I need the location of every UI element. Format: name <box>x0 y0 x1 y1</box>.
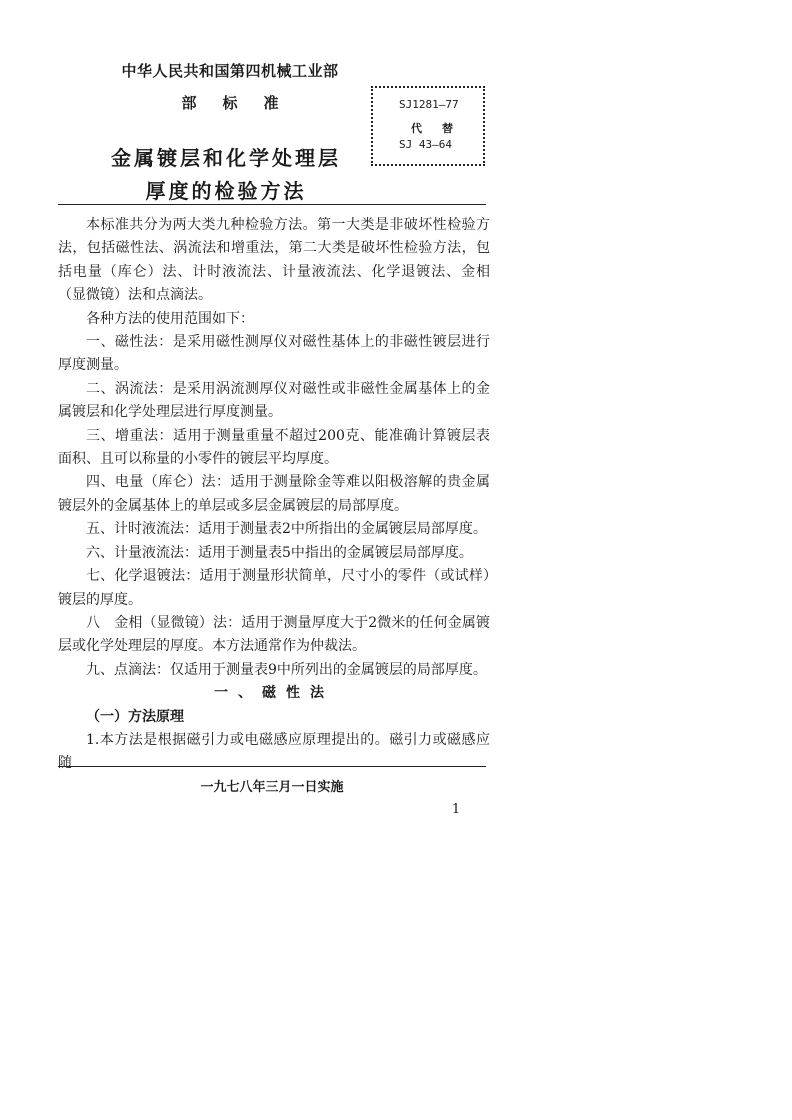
method-item: 二、涡流法：是采用涡流测厚仪对磁性或非磁性金属基体上的金属镀层和化学处理层进行厚度测量。 <box>58 380 490 421</box>
document-body <box>58 214 490 776</box>
header-divider <box>58 204 486 205</box>
method-item: 七、化学退镀法：适用于测量形状简单，尺寸小的零件（或试样）镀层的厚度。 <box>58 568 490 608</box>
method-item: 三、增重法：适用于测量重量不超过200克、能准确计算镀层表面积、且可以称量的小零件的镀层平均厚度。 <box>58 427 490 468</box>
method-item: 九、点滴法：仅适用于测量表9中所列出的金属镀层的局部厚度。 <box>86 661 487 678</box>
standard-type: 部标准 <box>181 94 305 112</box>
issuing-ministry: 中华人民共和国第四机械工业部 <box>121 62 339 80</box>
effective-date: 一九七八年三月一日实施 <box>200 780 344 795</box>
principle-paragraph: 1.本方法是根据磁引力或电磁感应原理提出的。磁引力或磁感应随 <box>58 731 490 772</box>
method-item: 六、计量液流法：适用于测量表5中指出的金属镀层局部厚度。 <box>86 544 473 561</box>
standard-code: SJ1281—77 <box>399 98 459 111</box>
section-heading: 一、磁性法 <box>214 685 334 702</box>
sub-heading: （一）方法原理 <box>86 708 184 725</box>
standard-number-box <box>371 86 485 166</box>
document-title-line2: 厚度的检验方法 <box>145 179 307 203</box>
replace-label: 代替 <box>411 122 473 135</box>
replaced-standard-code: SJ 43—64 <box>399 138 452 151</box>
method-item: 五、计时液流法：适用于测量表2中所指出的金属镀层局部厚度。 <box>86 521 487 538</box>
footer-divider <box>58 766 486 767</box>
scope-intro: 各种方法的使用范围如下： <box>86 310 254 327</box>
page-number: 1 <box>451 802 461 817</box>
method-item: 一、磁性法：是采用磁性测厚仪对磁性基体上的非磁性镀层进行厚度测量。 <box>58 334 490 374</box>
intro-paragraph: 本标准共分为两大类九种检验方法。第一大类是非破坏性检验方法，包括磁性法、涡流法和增重法，第二大类是破坏性检验方法，包括电量（库仑）法、计时液流法、计量液流法、化学退镀法、金相（显微镜）法和点滴法。 <box>58 217 490 304</box>
method-item: 八 金相（显微镜）法：适用于测量厚度大于2微米的任何金属镀层或化学处理层的厚度。本方法通常作为仲裁法。 <box>58 614 490 655</box>
method-item: 四、电量（库仑）法：适用于测量除金等难以阳极溶解的贵金属镀层外的金属基体上的单层或多层金属镀层的局部厚度。 <box>58 474 490 514</box>
document-title-line1: 金属镀层和化学处理层 <box>111 146 341 170</box>
